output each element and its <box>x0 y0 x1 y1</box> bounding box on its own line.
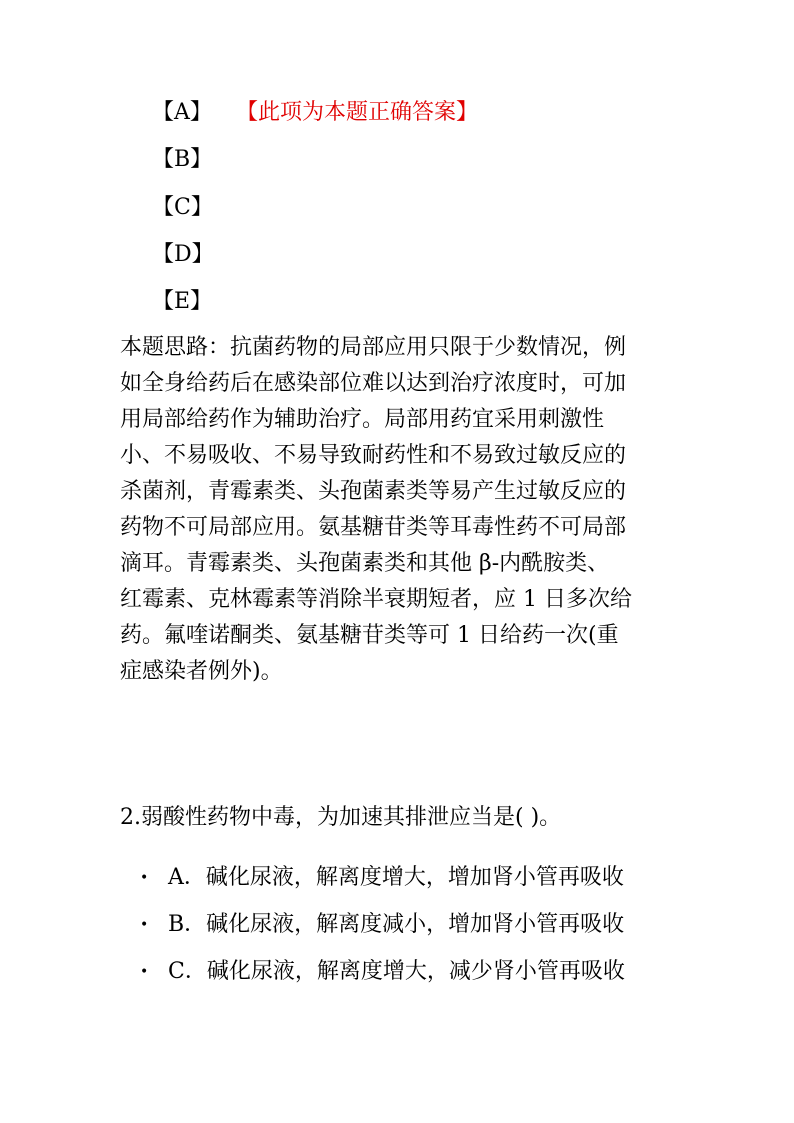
option-e-label: 【E】 <box>152 289 213 314</box>
explanation-line: 红霉素、克林霉素等消除半衰期短者，应 1 日多次给 <box>120 587 632 612</box>
explanation-line: 杀菌剂，青霉素类、头孢菌素类等易产生过敏反应的 <box>120 479 627 504</box>
question-text: 2.弱酸性药物中毒，为加速其排泄应当是( )。 <box>120 805 562 830</box>
explanation-paragraph <box>120 330 680 690</box>
explanation-line: 药物不可局部应用。氨基糖苷类等耳毒性药不可局部 <box>120 515 627 540</box>
option-b-label: 【B】 <box>152 147 213 172</box>
explanation-line: 如全身给药后在感染部位难以达到治疗浓度时，可加 <box>120 371 627 396</box>
explanation-line: 药。氟喹诺酮类、氨基糖苷类等可 1 日给药一次(重 <box>120 623 619 648</box>
option-d-label: 【D】 <box>152 242 214 267</box>
bullet-icon: • <box>140 870 149 886</box>
choice-text: B．碱化尿液，解离度减小，增加肾小管再吸收 <box>168 912 625 937</box>
choice-c[interactable] <box>140 954 625 990</box>
choice-text: A．碱化尿液，解离度增大，增加肾小管再吸收 <box>168 865 624 890</box>
explanation-line: 滴耳。青霉素类、头孢菌素类和其他 β-内酰胺类、 <box>120 551 610 576</box>
explanation-line: 小、不易吸收、不易导致耐药性和不易致过敏反应的 <box>120 443 627 468</box>
correct-answer-note: 【此项为本题正确答案】 <box>236 100 479 125</box>
choice-b[interactable] <box>140 907 624 943</box>
explanation-line: 用局部给药作为辅助治疗。局部用药宜采用刺激性 <box>120 407 605 432</box>
explanation-line: 本题思路：抗菌药物的局部应用只限于少数情况，例 <box>120 335 627 360</box>
bullet-icon: • <box>140 917 149 933</box>
bullet-icon: • <box>140 964 149 980</box>
explanation-line: 症感染者例外)。 <box>120 659 283 684</box>
choice-text: C．碱化尿液，解离度增大，减少肾小管再吸收 <box>168 959 625 984</box>
option-c-label: 【C】 <box>152 195 213 220</box>
option-a-label: 【A】 <box>152 100 212 125</box>
choice-a[interactable] <box>140 860 624 896</box>
